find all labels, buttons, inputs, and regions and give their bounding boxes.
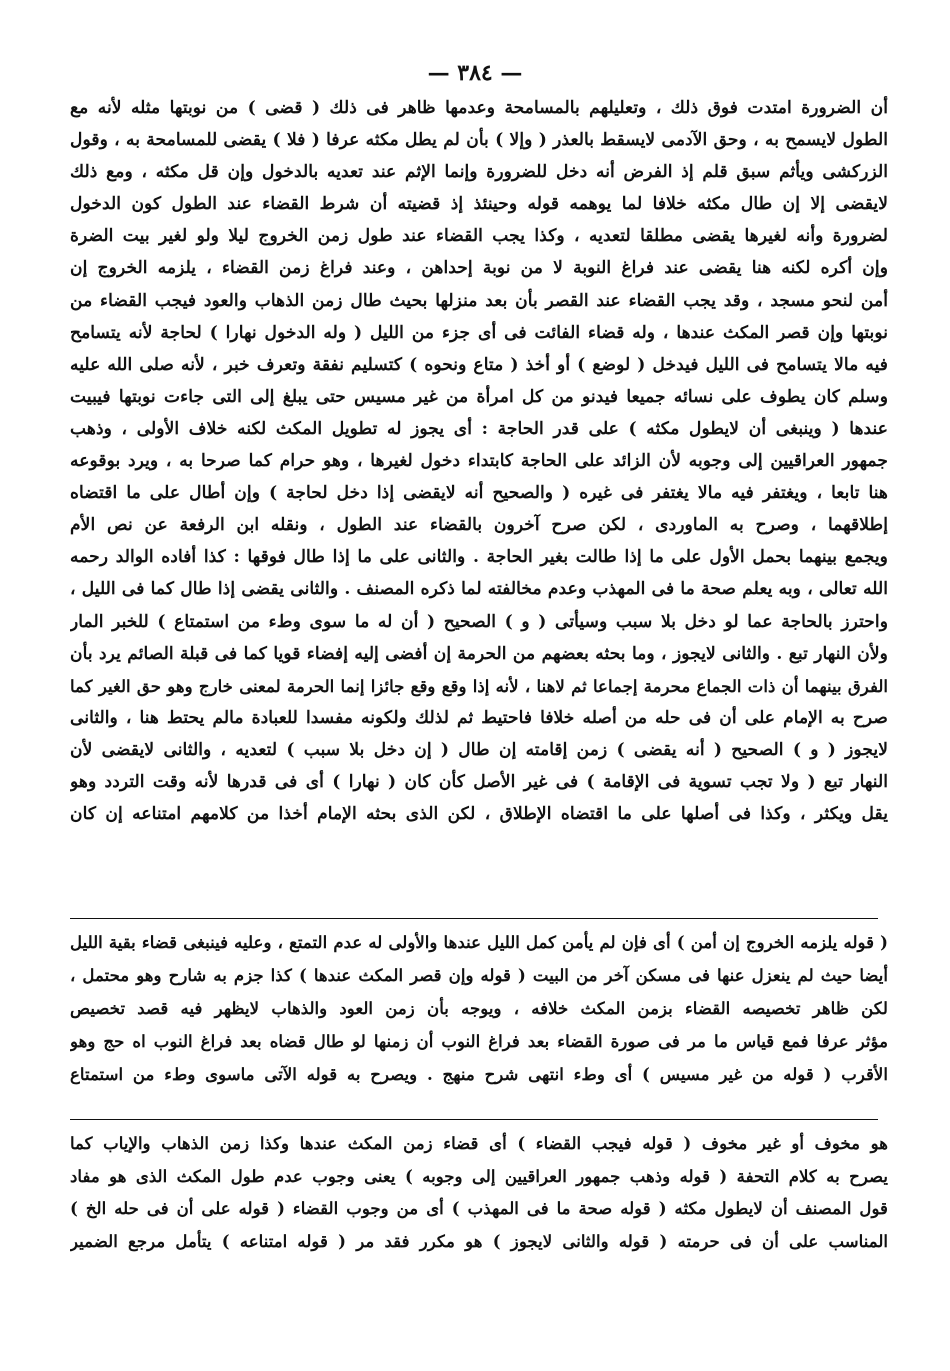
main-line: ولأن النهار تبع . والثانى لايجوز ، وما بحثه بعضهم من الحرمة إن أفضى إليه إفضاء قويا كما فى قبلة الصائم يرد بأن (70, 643, 888, 664)
footnote-line: ( قوله يلزمه الخروج إن أمن ) أى فإن لم يأمن كمل الليل عندها والأولى له عدم التمتع ، وعليه فينبغى قضاء بقية الليل (70, 932, 888, 952)
main-line: الطول لايسمح به ، وحق الآدمى لايسقط بالعذر ( وإلا ) بأن لم يطل مكثه عرفا ( فلا ) يقضى للمسامحة به ، وقول (70, 130, 888, 151)
main-line: النهار تبع ( ولا تجب تسوية فى الإقامة ) فى غير الأصل كأن كان ( نهارا ) أى فى قدرها لأنه وقت التردد وهو (70, 771, 888, 792)
main-line: إطلاقهما ، وصرح به الماوردى ، لكن صرح آخرون بالقضاء عند الطول ، ونقله ابن الرفعة عن نص الأم (70, 515, 888, 536)
main-line: أمن لنحو مسجد ، وقد يجب القضاء عند القصر بأن بعد منزلها بحيث طال زمن الذهاب والعود فيجب القضاء من (70, 290, 888, 311)
footnote-divider-1 (70, 918, 878, 919)
main-line: لايقضى إلا إن طال مكثه خلافا لما يوهمه قوله وحينئذ إذ قضيته أن شرط القضاء عند الطول كون الدخول (70, 194, 888, 215)
main-line: أن الضرورة امتدت فوق ذلك ، وتعليلهم بالمسامحة وعدمها ظاهر فى ذلك ( قضى ) من نوبتها مثله لأنه مع (70, 98, 888, 118)
footnote-block-2 (70, 1127, 888, 1257)
main-text-block (70, 92, 888, 830)
footnote-divider-2 (70, 1119, 878, 1120)
main-line: جمهور العراقيين إلى وجوبه لأن الزائد على الحاجة كابتداء دخول لغيرها ، وهو حرام كما صرحا به ، ويرد بوقوعه (70, 451, 888, 472)
footnote-line: أيضا حيث لم ينعزل عنها فى مسكن آخر من البيت ( قوله وإن قصر المكث عندها ) كذا جزم به شارح وهو محتمل ، (70, 965, 888, 985)
main-line: الفرق بينهما أن ذات الجماع محرمة إجماعا ثم لاهنا ، لأنه إذا وقع وقع جائزا إنما الحرمة لمعنى خارج وهو حق الغير كما (70, 675, 888, 696)
footnote-line: مؤثر عرفا فمع قياس ما مر فى صورة القضاء بعد فراغ النوب أن زمنها لو طال قضاه بعد فراغ النوب اه حج وهو (70, 1031, 888, 1051)
main-line: واحترز بالحاجة عما لو دخل بلا سبب وسيأتى ( و ) الصحيح ( أن له ما سوى وطء من استمتاع ) للخبر المار (70, 611, 888, 632)
main-line: الزركشى ويأثم سبق قلم إذ الفرض أنه دخل للضرورة وإنما الإثم عند تعديه بالدخول وإن قل مكثه ، ومع ذلك (70, 162, 888, 183)
main-line: لايجوز ( و ) الصحيح ( أنه يقضى ) زمن إقامته إن طال ( إن دخل بلا سبب ) لتعديه ، والثانى لايقضى لأن (70, 739, 888, 760)
main-line: يقل ويكثر ، وكذا فى أصلها على ما اقتضاه الإطلاق ، لكن الذى بحثه الإمام أخذا من كلامهم امتناعه إن كان (70, 804, 888, 825)
main-line: وإن أكره لكنه هنا يقضى عند فراغ النوبة لا من نوبة إحداهن ، وعند فراغ زمن القضاء ، يلزمه الخروج إن (70, 258, 888, 279)
footnote-line: لكن ظاهر تخصيصه القضاء بزمن المكث خلافه ، ويوجه بأن زمن العود والذهاب لايظهر فيه قصد تخصيص (70, 998, 888, 1018)
main-line: وسلم كان يطوف على نسائه جميعا فيدنو من كل امرأة من غير مسيس حتى يبلغ إلى التى جاءت نوبتها فيبيت (70, 386, 888, 407)
main-line: لضرورة وأنه لغيرها يقضى مطلقا لتعديه ، وكذا يجب القضاء عند طول زمن الخروج ليلا ولو لغير بيت الضرة (70, 226, 888, 247)
footnote-line: الأقرب ( قوله من غير مسيس ) أى وطء انتهى شرح منهج . ويصرح به قوله الآتى ماسوى وطء من استمتاع (70, 1064, 888, 1084)
footnote-line: قول المصنف أن لايطول مكثه ( قوله صحة ما فى المهذب ) أى من وجوب القضاء ( قوله على أن فى حله الخ ) (70, 1198, 888, 1218)
footnote-line: هو مخوف أو غير مخوف ( قوله فيجب القضاء ) أى قضاء زمن المكث عندها وكذا زمن الذهاب والإياب كما (70, 1133, 888, 1153)
main-line: نوبتها وإن قصر المكث عندها ، وله قضاء الفائت فى أى جزء من الليل ( وله الدخول نهارا ) لحاجة لأنه يتسامح (70, 322, 888, 343)
main-line: الله تعالى ، وبه يعلم صحة ما فى المهذب وعدم مخالفته لما ذكره المصنف . والثانى يقضى إذا طال كما فى الليل ، (70, 579, 888, 600)
main-line: ويجمع بينهما بحمل الأول على ما إذا طالت بغير الحاجة . والثانى على ما إذا طال فوقها : كذا أفاده الوالد رحمه (70, 547, 888, 568)
main-line: فيه مالا يتسامح فى الليل فيدخل ( لوضع ) أو أخذ ( متاع ونحوه ) كتسليم نفقة وتعرف خبر ، لأنه صلى الله عليه (70, 354, 888, 375)
footnote-line: المناسب على أن فى حرمته ( قوله والثانى لايجوز ) هو مكرر فقد مر ( قوله امتناعه ) يتأمل مرجع الضمير (70, 1230, 888, 1251)
main-line: هنا تابعا ، ويغتفر فيه مالا يغتفر فى غيره ( والصحيح أنه لايقضى إذا دخل لحاجة ) وإن أطال على ما اقتضاه (70, 483, 888, 504)
main-line: صرح به الإمام على أن فى حله من أصله خلافا فاحتيط ثم لذلك ولكونه مفسدا للعبادة مالم يحتط هنا ، والثانى (70, 707, 888, 728)
footnote-line: يصرح به كلام التحفة ( قوله وذهب جمهور العراقيين إلى وجوبه ) يعنى وجوب عدم طول المكث الذى هو مفاد (70, 1165, 888, 1186)
page-number: — ٣٨٤ — (427, 60, 523, 86)
footnote-block-1 (70, 926, 888, 1091)
main-line: عندها ( وينبغى أن لايطول مكثه ) على قدر الحاجة : أى يجوز له تطويل المكث لكنه خلاف الأولى ، وذهب (70, 418, 888, 439)
